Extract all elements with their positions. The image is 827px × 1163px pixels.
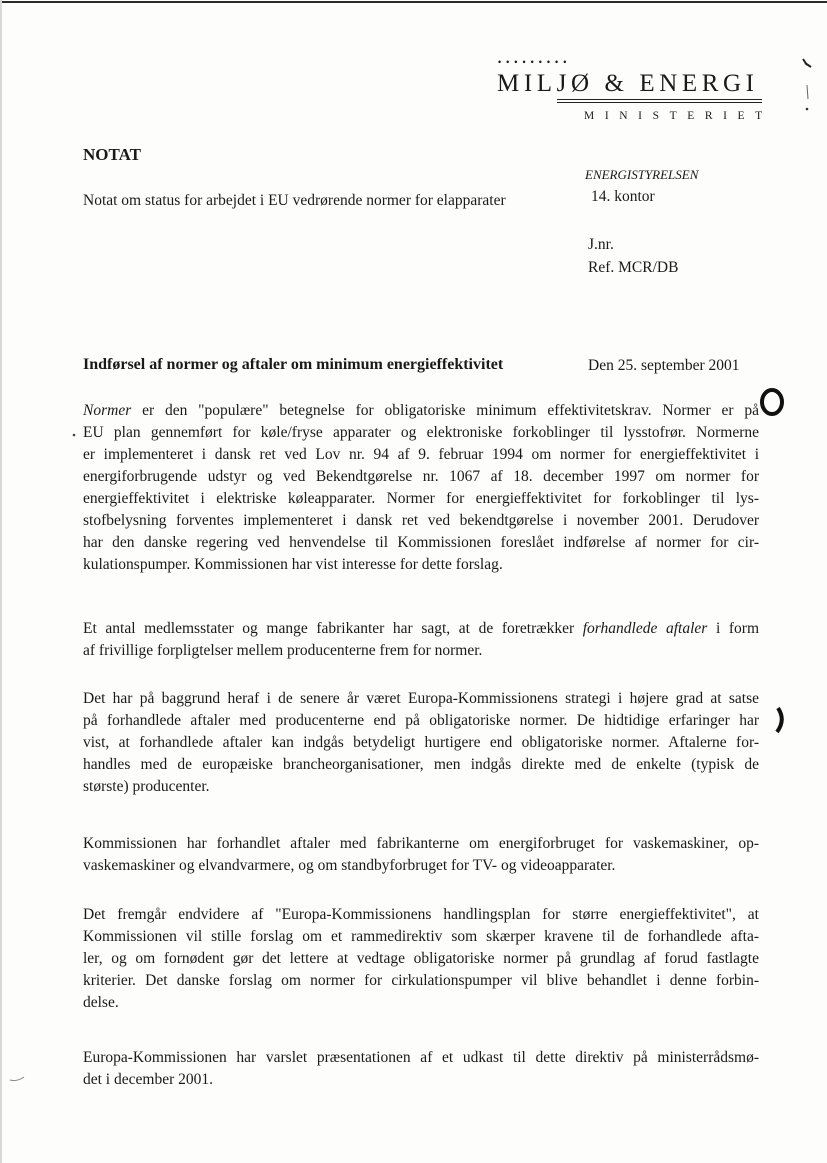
- paragraph-line: Det fremgår endvidere af "Europa-Kommissionens handlingsplan for større energieffektivitet", at: [83, 906, 759, 923]
- paragraph-line: EU plan gennemført for køle/fryse apparater og elektroniske forkoblinger til lysstofrør. Normerne: [83, 424, 759, 441]
- paragraph-aftaler: [83, 833, 759, 877]
- letterhead-subtitle: MINISTERIET: [584, 110, 773, 122]
- paragraph-line: stofbelysning forventes implementeret i dansk ret ved bekendtgørelse i november 2001. Derudover: [83, 512, 759, 529]
- letterhead-rule: [557, 99, 762, 100]
- memo-label: NOTAT: [83, 145, 141, 164]
- paragraph-line: handles med de europæiske brancheorganisationer, men indgås direkte med de enkelte (typisk de: [83, 756, 759, 773]
- italic-term: Normer: [83, 402, 132, 419]
- punch-hole-edge-icon: [774, 705, 788, 735]
- paragraph-line: Det har på baggrund heraf i de senere år været Europa-Kommissionens strategi i højere grad at satse: [83, 690, 759, 707]
- paragraph-strategi: [83, 688, 759, 798]
- paragraph-forhandlede-aftaler: [83, 618, 759, 662]
- memo-subject: Notat om status for arbejdet i EU vedrørende normer for elapparater: [83, 192, 506, 209]
- paragraph-line: er implementeret i dansk ret ved Lov nr. 94 af 9. februar 1994 om normer for energieffektivitet i: [83, 446, 759, 463]
- paragraph-line: Europa-Kommissionen har varslet præsentationen af et udkast til dette direktiv på ministerrådsmø-: [83, 1049, 759, 1066]
- margin-tick-icon: [8, 1074, 26, 1084]
- paragraph-line: vaskemaskiner og elvandvarmere, og om standbyforbruget for TV- og videoapparater.: [83, 857, 616, 874]
- letterhead-title: MILJØ & ENERGI: [497, 70, 759, 97]
- paragraph-line: vist, at forhandlede aftaler kan indgås betydeligt hurtigere end obligatoriske normer. Aftalerne for-: [83, 734, 759, 751]
- margin-scratch-icon: [795, 55, 819, 115]
- paragraph-line: største) producenter.: [83, 778, 210, 795]
- paragraph-line: det i december 2001.: [83, 1071, 213, 1088]
- italic-term: forhandlede aftaler: [582, 620, 708, 637]
- journal-number: J.nr.: [588, 236, 614, 253]
- paragraph-line: Normer er den "populære" betegnelse for obligatoriske minimum effektivitetskrav. Normer er på: [83, 402, 759, 419]
- paragraph-line: delse.: [83, 994, 119, 1011]
- sender-office: 14. kontor: [591, 188, 655, 205]
- paragraph-line: kriterier. Det danske forslag om normer for cirkulationspumper vil blive behandlet i denne forbin-: [83, 972, 759, 989]
- paragraph-line: Kommissionen har forhandlet aftaler med fabrikanterne om energiforbruget for vaskemaskiner, op-: [83, 835, 759, 852]
- paragraph-line: Et antal medlemsstater og mange fabrikanter har sagt, at de foretrækker forhandlede aftaler i form: [83, 620, 759, 637]
- scan-left-edge: [0, 0, 2, 1163]
- paragraph-line: Kommissionen vil stille forslag om et rammedirektiv som skærper kravene til de forhandlede afta-: [83, 928, 759, 945]
- paragraph-normer: [83, 400, 759, 576]
- margin-dot-icon: [71, 432, 77, 438]
- memo-date: Den 25. september 2001: [588, 357, 740, 374]
- paragraph-line: af frivillige forpligtelser mellem producenterne frem for normer.: [83, 642, 483, 659]
- paragraph-line: energiforbrugende udstyr og ved Bekendtgørelse nr. 1067 af 18. december 1997 om normer for: [83, 468, 759, 485]
- paragraph-line: ler, og om fornødent gør det lettere at vedtage obligatoriske normer på grundlag af forud fastlagte: [83, 950, 759, 967]
- section-heading: Indførsel af normer og aftaler om minimum energieffektivitet: [83, 356, 504, 373]
- scan-top-rule: [0, 1, 827, 3]
- letterhead-rule-lower: [557, 102, 762, 103]
- letterhead-dots: •••••••••: [498, 57, 572, 67]
- paragraph-line: kulationspumper. Kommissionen har vist interesse for dette forslag.: [83, 556, 503, 573]
- paragraph-handlingsplan: [83, 904, 759, 1014]
- punch-hole-icon: [757, 386, 787, 418]
- paragraph-line: energieffektivitet i elektriske køleapparater. Normer for energieffektivitet for forkoblinger til lys-: [83, 490, 759, 507]
- paragraph-varsel: [83, 1047, 759, 1091]
- paragraph-line: har den danske regering ved henvendelse til Kommissionen foreslået indførelse af normer for cir-: [83, 534, 759, 551]
- reference: Ref. MCR/DB: [588, 259, 679, 276]
- paragraph-line: på forhandlede aftaler med producenterne end på obligatoriske normer. De hidtidige erfaringer har: [83, 712, 759, 729]
- sender-agency: ENERGISTYRELSEN: [585, 167, 699, 182]
